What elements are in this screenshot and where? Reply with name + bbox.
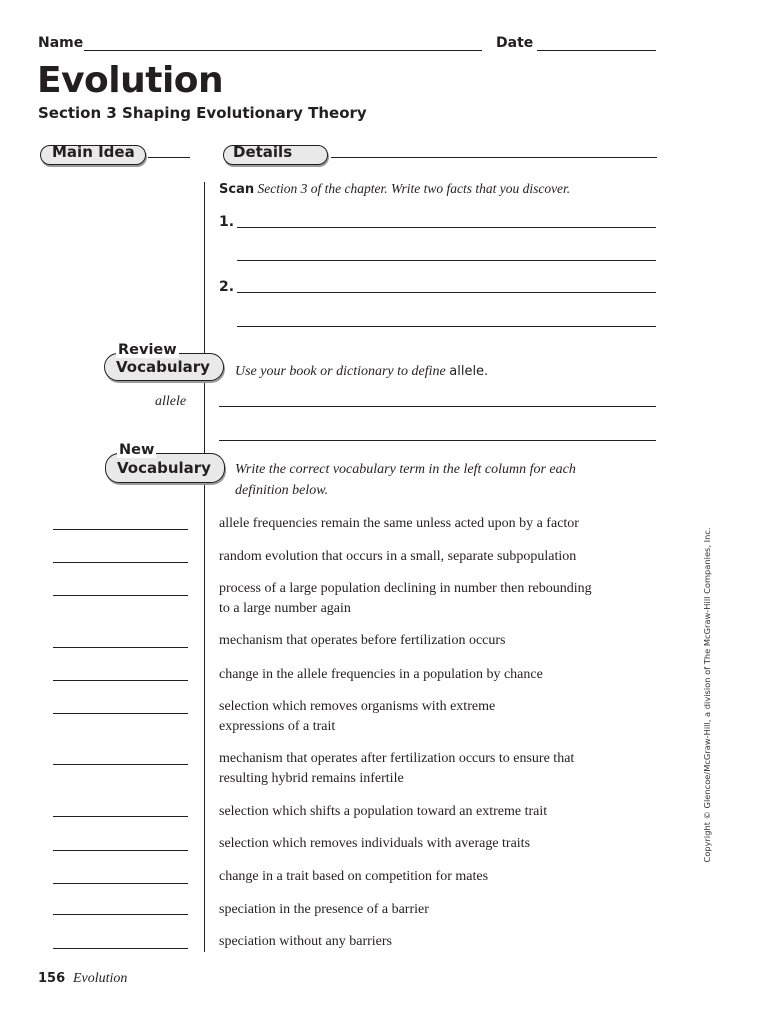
fact-1-line-1[interactable]: [237, 227, 656, 228]
new-vocabulary-instruction-2: definition below.: [235, 483, 329, 498]
section-heading: Section 3 Shaping Evolutionary Theory: [38, 104, 367, 122]
review-term-label: allele: [155, 394, 187, 409]
review-term-word: allele.: [449, 364, 489, 379]
definition-text: speciation without any barriers: [219, 934, 393, 949]
main-idea-heading: Main Idea: [52, 143, 135, 161]
definition-text: resulting hybrid remains infertile: [219, 771, 404, 786]
definition-text: allele frequencies remain the same unless acted upon by a factor: [219, 516, 579, 531]
answer-line[interactable]: [53, 883, 188, 884]
answer-line[interactable]: [53, 529, 188, 530]
definition-text: selection which removes individuals with average traits: [219, 836, 531, 851]
definition-text: process of a large population declining in number then rebounding: [219, 581, 592, 596]
definition-text: expressions of a trait: [219, 719, 336, 734]
definition-text: random evolution that occurs in a small, separate subpopulation: [219, 549, 577, 564]
column-divider: [204, 182, 205, 952]
details-rule: [331, 157, 657, 158]
fact-2-line-1[interactable]: [237, 292, 656, 293]
definition-line-2[interactable]: [219, 440, 656, 441]
answer-line[interactable]: [53, 914, 188, 915]
review-vocabulary-title-1: Review: [118, 342, 177, 358]
fact-2-number: 2.: [219, 279, 235, 295]
copyright-text: Copyright © Glencoe/McGraw-Hill, a division of The McGraw-Hill Companies, Inc.: [702, 527, 712, 863]
page-title: Evolution: [37, 60, 224, 101]
definition-text: selection which removes organisms with extreme: [219, 699, 496, 714]
scan-text: Section 3 of the chapter. Write two facts that you discover.: [257, 181, 571, 196]
definition-text: change in a trait based on competition for mates: [219, 869, 489, 884]
definition-text: to a large number again: [219, 601, 351, 616]
answer-line[interactable]: [53, 850, 188, 851]
answer-line[interactable]: [53, 562, 188, 563]
definition-text: speciation in the presence of a barrier: [219, 902, 429, 917]
scan-label: Scan: [219, 182, 255, 197]
answer-line[interactable]: [53, 647, 188, 648]
answer-line[interactable]: [53, 816, 188, 817]
name-label: Name: [38, 35, 84, 51]
footer-book-title: Evolution: [73, 971, 128, 986]
fact-1-number: 1.: [219, 214, 235, 230]
details-heading: Details: [233, 143, 293, 161]
new-vocabulary-instruction-1: Write the correct vocabulary term in the left column for each: [235, 462, 576, 477]
new-vocabulary-title-1: New: [119, 442, 155, 458]
review-vocabulary-title-2: Vocabulary: [116, 358, 210, 376]
definition-text: selection which shifts a population toward an extreme trait: [219, 804, 548, 819]
name-field[interactable]: [84, 50, 482, 51]
fact-2-line-2[interactable]: [237, 326, 656, 327]
answer-line[interactable]: [53, 680, 188, 681]
definition-text: change in the allele frequencies in a population by chance: [219, 667, 543, 682]
answer-line[interactable]: [53, 713, 188, 714]
review-instruction-text: Use your book or dictionary to define: [235, 364, 446, 379]
answer-line[interactable]: [53, 595, 188, 596]
scan-instruction: [219, 181, 570, 197]
definition-line-1[interactable]: [219, 406, 656, 407]
definition-text: mechanism that operates after fertilization occurs to ensure that: [219, 751, 575, 766]
new-vocabulary-title-2: Vocabulary: [117, 459, 211, 477]
date-field[interactable]: [537, 50, 656, 51]
page-number: 156: [38, 971, 66, 986]
definition-text: mechanism that operates before fertilization occurs: [219, 633, 506, 648]
fact-1-line-2[interactable]: [237, 260, 656, 261]
answer-line[interactable]: [53, 948, 188, 949]
date-label: Date: [496, 35, 534, 51]
review-vocabulary-instruction: [235, 364, 488, 380]
main-idea-rule: [148, 157, 190, 158]
answer-line[interactable]: [53, 764, 188, 765]
